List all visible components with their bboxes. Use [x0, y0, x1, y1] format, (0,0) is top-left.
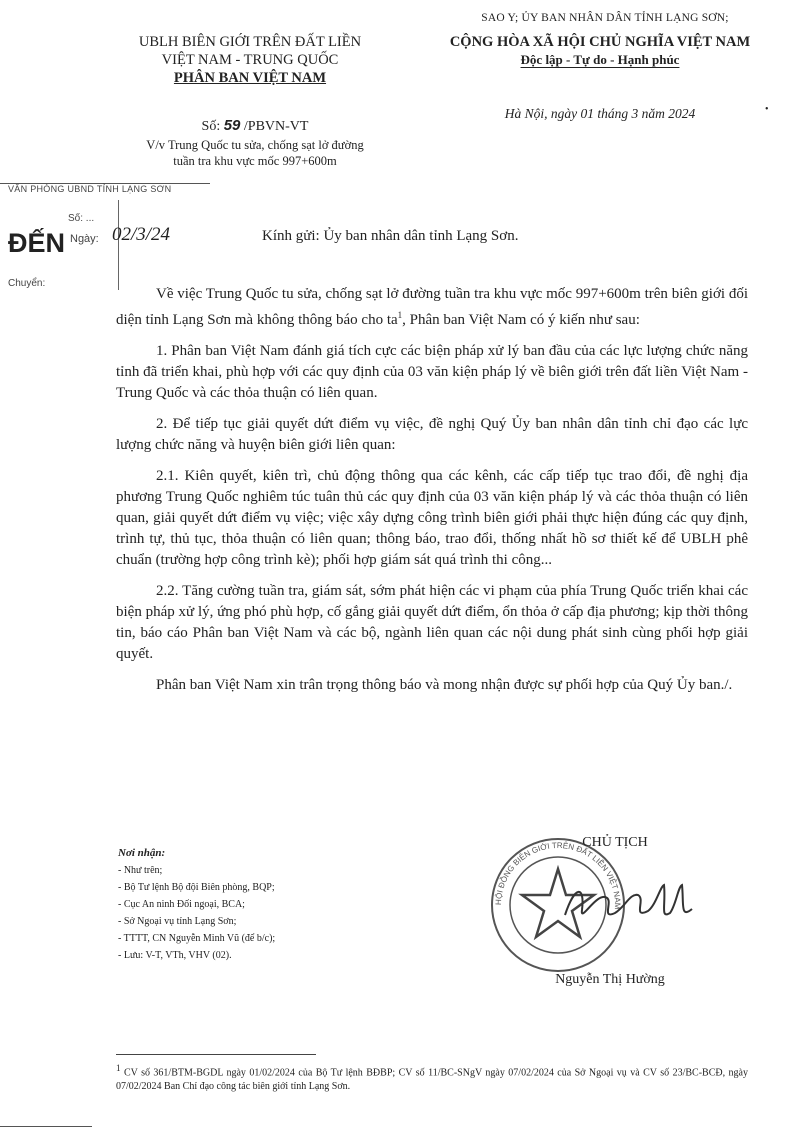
- document-number: [170, 117, 340, 135]
- issuing-organization: [120, 33, 380, 87]
- paragraph-1: 1. Phân ban Việt Nam đánh giá tích cực các biện pháp xử lý ban đầu của các lực lượng chức năng tỉnh đã triển khai, phù hợp với các quy định của 03 văn kiện pháp lý về biên giới trên đất liền Việt Nam - Trung Quốc và các thỏa thuận có liên quan.: [116, 343, 748, 401]
- stamp-number-label: Số: ...: [68, 213, 95, 224]
- handwritten-signature: [560, 875, 695, 930]
- intro-end-text: , Phân ban Việt Nam có ý kiến như sau:: [402, 312, 640, 328]
- paragraph-2-2: 2.2. Tăng cường tuần tra, giám sát, sớm phát hiện các vi phạm của phía Trung Quốc triển khai các biện pháp xử lý, ứng phó phù hợp, cố gắng giải quyết dứt điểm, ổn thỏa ở cấp địa phương; kịp thời thông tin, báo cáo Phân ban Việt Nam và các bộ, ngành liên quan các nội dung phát sinh cùng phối hợp giải quyết.: [116, 583, 748, 662]
- signer-name: Nguyễn Thị Hường: [555, 972, 665, 987]
- doc-no-value: 59: [223, 117, 241, 134]
- national-title: CỘNG HÒA XÃ HỘI CHỦ NGHĨA VIỆT NAM: [449, 34, 751, 50]
- place-date: Hà Nội, ngày 01 tháng 3 năm 2024: [504, 106, 696, 121]
- subject-line-2: tuần tra khu vực mốc 997+600m: [173, 154, 337, 168]
- national-motto: [420, 52, 780, 68]
- closing-paragraph: Phân ban Việt Nam xin trân trọng thông báo và mong nhận được sự phối hợp của Quý Ủy ban./.: [156, 677, 733, 693]
- seal-text: HỘI ĐỒNG BIÊN GIỚI TRÊN ĐẤT LIỀN VIỆT NAM: [493, 840, 623, 910]
- footnote-separator: [116, 1054, 316, 1055]
- recipient-item: - Sở Ngoại vụ tỉnh Lạng Sơn;: [118, 916, 237, 927]
- certified-copy-note: SAO Y; ỦY BAN NHÂN DÂN TỈNH LẠNG SƠN;: [481, 12, 729, 24]
- recipient-item: - Như trên;: [118, 865, 163, 876]
- org-line-3: PHÂN BAN VIỆT NAM: [173, 70, 327, 86]
- paragraph-2-1: 2.1. Kiên quyết, kiên trì, chủ động thông qua các kênh, các cấp tiếp tục trao đổi, đề nghị địa phương Trung Quốc nghiêm túc tuân thủ các quy định của 03 văn kiện pháp lý và các thỏa thuận có liên quan, giải quyết dứt điểm vụ việc; việc xây dựng công trình biên giới phải thực hiện đúng các quy định, trình tự, thủ tục, thỏa thuận có liên quan; thông báo, trao đổi, thống nhất hồ sơ thiết kế để UBLH phê chuẩn (trường hợp công trình kè); phối hợp giám sát quá trình thi công...: [116, 468, 748, 568]
- recipient-item: - Bộ Tư lệnh Bộ đội Biên phòng, BQP;: [118, 882, 275, 893]
- margin-mark: •: [765, 104, 769, 115]
- document-subject: [125, 137, 385, 169]
- bottom-rule: [0, 1126, 92, 1127]
- recipient-item: - Lưu: V-T, VTh, VHV (02).: [118, 950, 232, 961]
- motto-text: Độc lập - Tự do - Hạnh phúc: [520, 52, 680, 67]
- doc-no-label: Số:: [201, 119, 221, 134]
- footnote-ref: 1: [397, 310, 403, 320]
- stamp-date-label: Ngày:: [70, 233, 99, 245]
- recipient-item: - TTTT, CN Nguyễn Minh Vũ (để b/c);: [118, 933, 276, 944]
- org-line-1: UBLH BIÊN GIỚI TRÊN ĐẤT LIỀN: [138, 34, 362, 50]
- recipients-list: [118, 845, 358, 964]
- intro-paragraph: [116, 284, 748, 331]
- subject-line-1: V/v Trung Quốc tu sửa, chống sạt lở đường: [146, 138, 364, 152]
- footnote-mark: 1: [116, 1063, 121, 1073]
- footnote-text: CV số 361/BTM-BGDL ngày 01/02/2024 của Bộ Tư lệnh BĐBP; CV số 11/BC-SNgV ngày 07/02/2024 của Sở Ngoại vụ và CV số 23/BC-BCĐ, ngày 07/02/2024 Ban Chỉ đạo công tác biên giới tỉnh Lạng Sơn.: [116, 1067, 748, 1093]
- org-line-2: VIỆT NAM - TRUNG QUỐC: [161, 52, 339, 68]
- letter-body: [116, 284, 748, 696]
- recipient-line: Kính gửi: Ủy ban nhân dân tỉnh Lạng Sơn.: [262, 228, 519, 244]
- stamp-date-handwritten: 02/3/24: [112, 224, 171, 245]
- intro-text: Về việc Trung Quốc tu sửa, chống sạt lở đường tuần tra khu vực mốc 997+600m trên biên giới đối diện tỉnh Lạng Sơn mà không thông báo cho ta: [116, 286, 748, 328]
- signer-title: CHỦ TỊCH: [582, 835, 648, 850]
- stamp-den: ĐẾN: [8, 228, 66, 258]
- recipient-item: - Cục An ninh Đối ngoại, BCA;: [118, 899, 245, 910]
- stamp-forward-label: Chuyển:: [8, 278, 46, 289]
- paragraph-2: 2. Để tiếp tục giải quyết dứt điểm vụ việc, đề nghị Quý Ủy ban nhân dân tỉnh chỉ đạo các lực lượng chức năng và huyện biên giới liên quan:: [116, 416, 748, 453]
- footnote: [116, 1061, 748, 1094]
- stamp-office: VĂN PHÒNG UBND TỈNH LẠNG SƠN: [8, 184, 172, 194]
- recipients-title: Nơi nhận:: [118, 847, 166, 859]
- doc-no-suffix: /PBVN-VT: [243, 119, 309, 134]
